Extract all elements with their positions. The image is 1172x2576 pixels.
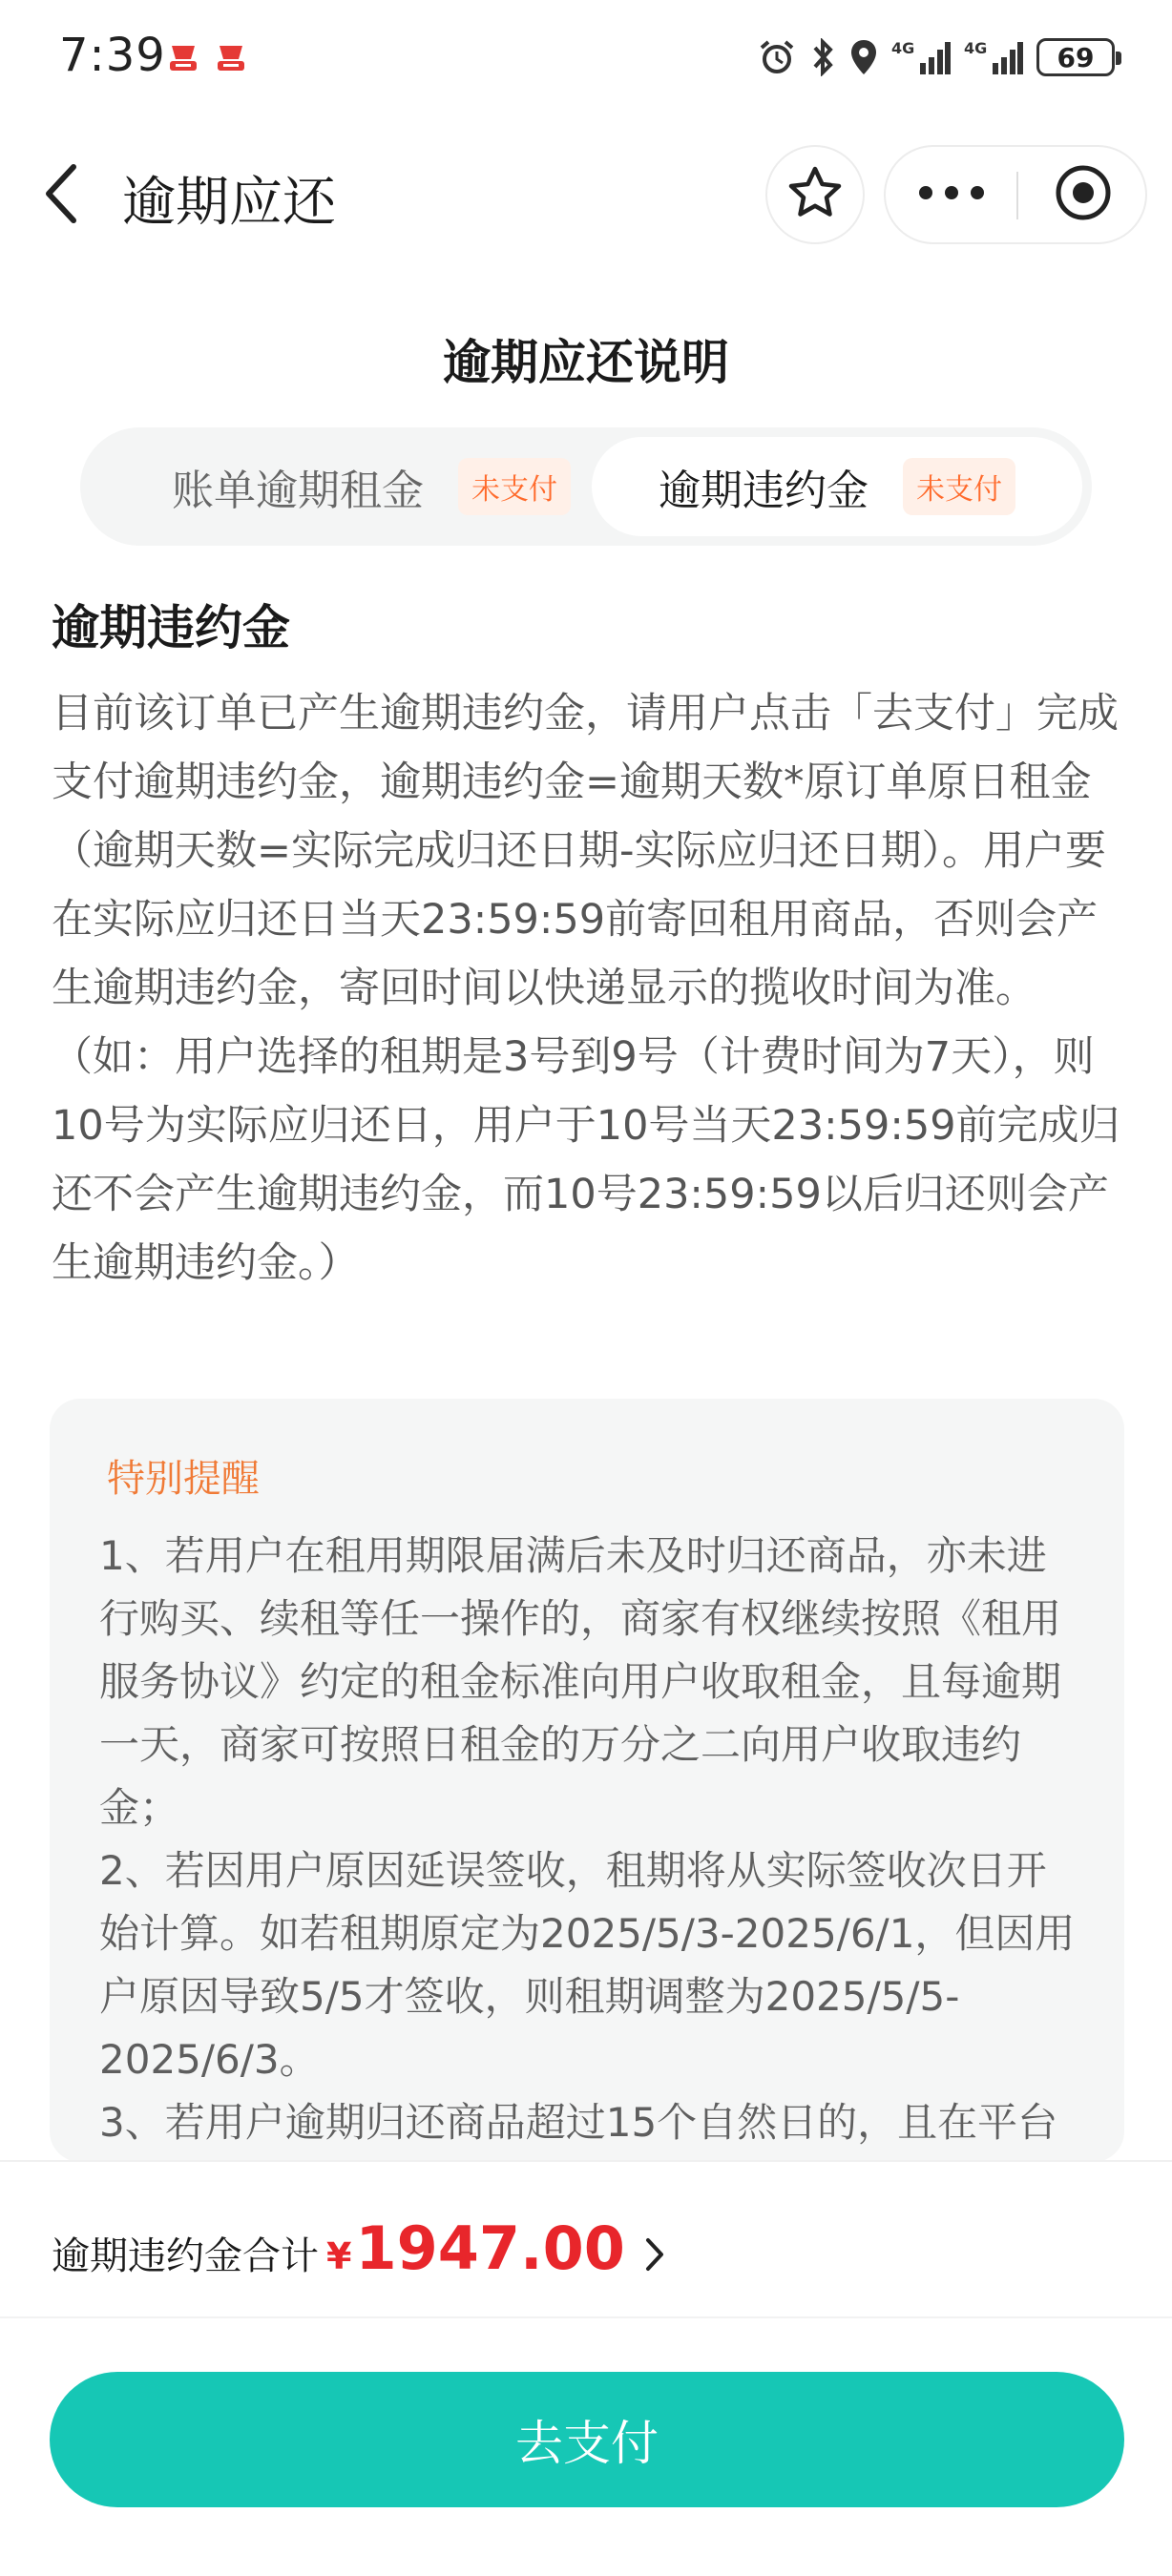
- more-dots-icon: [918, 185, 985, 204]
- description-example: （如：用户选择的租期是3号到9号（计费时间为7天），则10号为实际应归还日，用户于10号当天23:59:59前完成归还不会产生逾期违约金，而10号23:59:59以后归还则会产生逾期违约金。）: [52, 1033, 1120, 1287]
- footer-bar: [0, 2160, 1172, 2576]
- status-bar: [0, 0, 1172, 114]
- currency-symbol: ¥: [326, 2235, 352, 2277]
- close-circle-icon: [1054, 163, 1113, 226]
- reminder-item: 3、若用户逾期归还商品超过15个自然日的，且在平台: [99, 2099, 1058, 2146]
- total-amount: 1947.00: [355, 2213, 625, 2283]
- battery-indicator: [1036, 38, 1115, 76]
- divider: [0, 2316, 1172, 2318]
- star-icon: [787, 165, 843, 224]
- reminder-title: 特别提醒: [107, 1457, 260, 1501]
- location-icon: [849, 38, 878, 76]
- tab-group: [80, 427, 1092, 546]
- close-button[interactable]: [1019, 147, 1147, 242]
- favorite-button[interactable]: [765, 145, 865, 244]
- signal-4g-icon: [891, 38, 951, 76]
- nav-bar: [0, 134, 1172, 258]
- alarm-icon: [758, 38, 796, 76]
- mini-program-capsule: [884, 145, 1147, 244]
- chevron-right-icon: [644, 2236, 665, 2276]
- back-arrow-icon: [43, 163, 81, 228]
- status-icons: [758, 32, 1115, 82]
- more-button[interactable]: [886, 147, 1017, 242]
- tab-label: 账单逾期租金: [172, 467, 424, 515]
- app-notification-icon: [164, 42, 202, 76]
- unpaid-badge: 未支付: [903, 458, 1015, 515]
- svg-text:4G: 4G: [964, 39, 988, 57]
- reminder-list: [99, 1525, 1082, 2154]
- svg-text:4G: 4G: [891, 39, 915, 57]
- unpaid-badge: 未支付: [458, 458, 571, 515]
- app-notification-icon: [212, 42, 250, 76]
- reminder-item: 1、若用户在租用期限届满后未及时归还商品，亦未进行购买、续租等任一操作的，商家有权继续按照《租用服务协议》约定的租金标准向用户收取租金，且每逾期一天，商家可按照日租金的万分之二向用户收取违约金；: [99, 1532, 1062, 1831]
- back-button[interactable]: [29, 162, 95, 229]
- reminder-item: 2、若因用户原因延误签收，租期将从实际签收次日开始计算。如若租期原定为2025/5/3-2025/6/1，但因用户原因导致5/5才签收，则租期调整为2025/5/5-2025/6/3。: [99, 1847, 1076, 2083]
- battery-level: 69: [1057, 41, 1095, 73]
- description-paragraph: 目前该订单已产生逾期违约金，请用户点击「去支付」完成支付逾期违约金，逾期违约金=逾期天数*原订单原日租金（逾期天数=实际完成归还日期-实际应归还日期）。用户要在实际应归还日当天23:59:59前寄回租用商品，否则会产生逾期违约金，寄回时间以快递显示的揽收时间为准。: [52, 690, 1119, 1012]
- bluetooth-icon: [809, 38, 836, 76]
- tab-overdue-rent[interactable]: [90, 437, 653, 536]
- page-heading: 逾期应还说明: [443, 335, 729, 390]
- capsule-divider: [1016, 172, 1018, 219]
- pay-button[interactable]: 去支付: [50, 2372, 1124, 2507]
- penalty-description: [52, 679, 1130, 1298]
- nav-title: 逾期应还: [122, 172, 336, 234]
- section-title: 逾期违约金: [52, 600, 290, 655]
- status-time: 7:39: [59, 29, 166, 82]
- total-label: 逾期违约金合计: [52, 2234, 319, 2278]
- signal-4g-icon: [964, 38, 1023, 76]
- reminder-card: [50, 1399, 1124, 2162]
- tab-label: 逾期违约金: [659, 467, 869, 515]
- tab-overdue-penalty[interactable]: [592, 437, 1082, 536]
- total-row[interactable]: [52, 2213, 665, 2299]
